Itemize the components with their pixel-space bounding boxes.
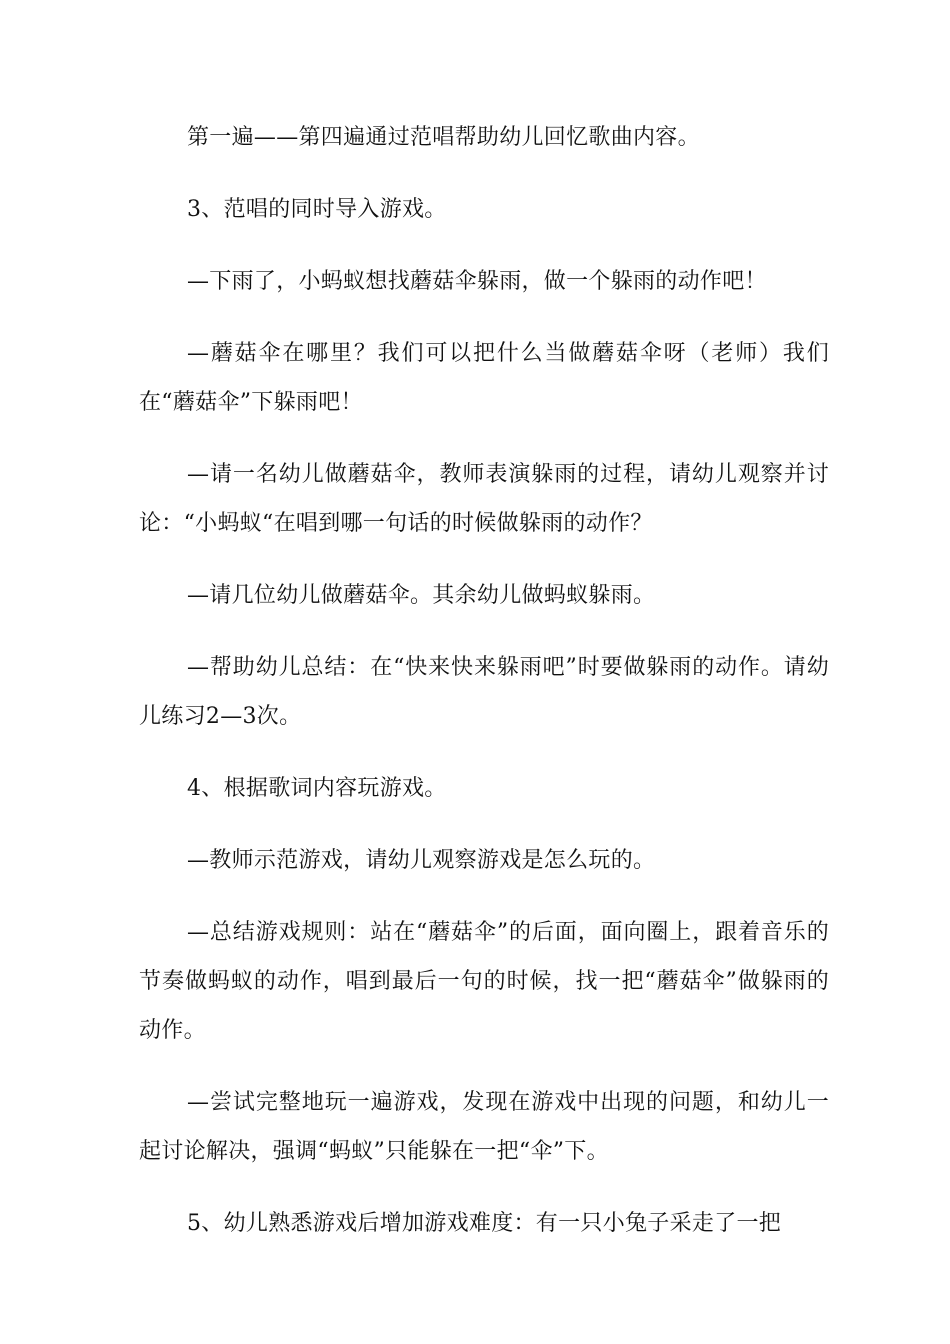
paragraph-11: —尝试完整地玩一遍游戏，发现在游戏中出现的问题，和幼儿一起讨论解决，强调“蚂蚁”只能躲在一把“伞”下。 [139, 1090, 829, 1164]
paragraph-9: —教师示范游戏，请幼儿观察游戏是怎么玩的。 [187, 848, 656, 873]
document-body [139, 113, 829, 1271]
paragraph-4: —蘑菇伞在哪里？我们可以把什么当做蘑菇伞呀（老师）我们在“蘑菇伞”下躲雨吧！ [139, 341, 829, 415]
paragraph-3: —下雨了，小蚂蚁想找蘑菇伞躲雨，做一个躲雨的动作吧！ [187, 269, 767, 294]
paragraph-2: 3、范唱的同时导入游戏。 [187, 197, 447, 222]
paragraph-1: 第一遍——第四遍通过范唱帮助幼儿回忆歌曲内容。 [187, 125, 700, 150]
paragraph-10: —总结游戏规则：站在“蘑菇伞”的后面，面向圈上，跟着音乐的节奏做蚂蚁的动作，唱到最后一句的时候，找一把“蘑菇伞”做躲雨的动作。 [139, 920, 829, 1043]
paragraph-8: 4、根据歌词内容玩游戏。 [187, 776, 447, 801]
paragraph-12: 5、幼儿熟悉游戏后增加游戏难度：有一只小兔子采走了一把 [187, 1211, 782, 1236]
paragraph-7: —帮助幼儿总结：在“快来快来躲雨吧”时要做躲雨的动作。请幼儿练习2—3次。 [139, 655, 829, 729]
paragraph-5: —请一名幼儿做蘑菇伞，教师表演躲雨的过程，请幼儿观察并讨论：“小蚂蚁“在唱到哪一句话的时候做躲雨的动作？ [139, 462, 829, 536]
paragraph-6: —请几位幼儿做蘑菇伞。其余幼儿做蚂蚁躲雨。 [187, 583, 656, 608]
